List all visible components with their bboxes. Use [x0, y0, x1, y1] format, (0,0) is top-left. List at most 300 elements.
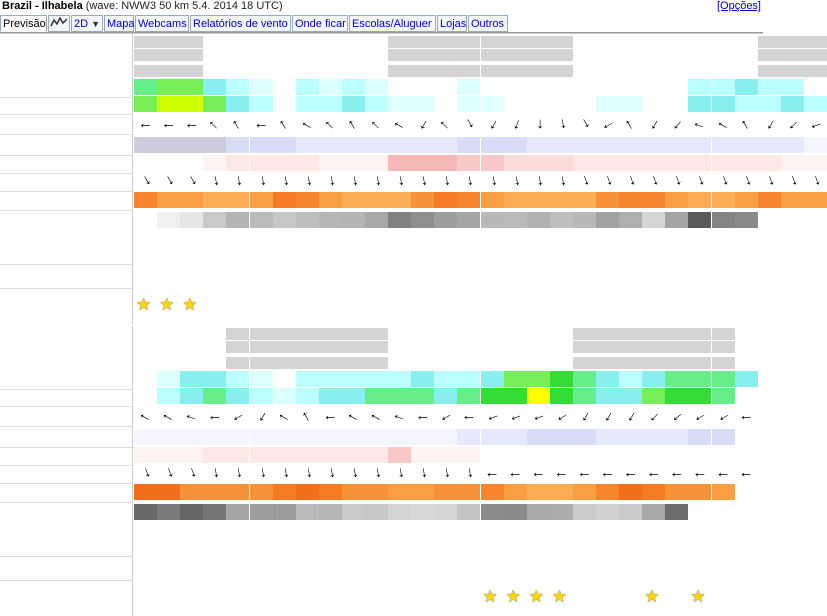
cloud-high-cell — [365, 504, 388, 520]
cloud-low-cell — [342, 228, 365, 244]
gust-cell — [573, 96, 596, 112]
date-label — [296, 341, 319, 353]
cloud-mid-cell — [226, 247, 249, 263]
precip-cell — [342, 268, 365, 284]
arrow-icon: ← — [530, 464, 546, 481]
hour-label — [365, 65, 388, 77]
wind-direction-arrow — [757, 113, 781, 135]
precip-cell — [688, 268, 711, 284]
wind-direction-arrow — [411, 408, 434, 424]
wave-direction-arrow — [157, 463, 180, 484]
period-cell — [457, 155, 480, 171]
cloud-low-cell — [411, 228, 434, 244]
precip-cell — [596, 268, 619, 284]
wave-cell — [250, 429, 273, 445]
cloud-low-cell — [804, 228, 827, 244]
star-icon: ★ — [528, 587, 544, 606]
wave-direction-arrow — [504, 465, 527, 481]
precip-row-label — [0, 270, 132, 284]
gust-cell — [619, 388, 642, 404]
cloud-mid-cell — [619, 247, 642, 263]
temp-cell — [134, 192, 157, 208]
speed-cell — [296, 79, 319, 95]
wave-cell — [735, 429, 758, 445]
arrow-icon: ← — [481, 404, 502, 427]
date-label — [665, 341, 688, 353]
period-cell — [481, 155, 504, 171]
hour-label — [573, 357, 596, 369]
temp-cell — [573, 484, 596, 500]
date-label — [203, 49, 226, 61]
gust-separator — [0, 406, 132, 407]
hour-label — [804, 65, 827, 77]
speed-cell — [735, 79, 758, 95]
tab-2d[interactable] — [71, 15, 103, 32]
arrow-icon: ← — [250, 464, 271, 482]
gust-cell — [134, 96, 157, 112]
cloud-mid-cell — [665, 247, 688, 263]
period-cell — [504, 155, 527, 171]
period-separator — [0, 173, 132, 174]
tab-accommodation[interactable]: Onde ficar — [292, 15, 348, 32]
period-cell — [688, 447, 711, 463]
period-cell — [411, 155, 434, 171]
wind-direction-arrow — [319, 408, 342, 424]
arrow-icon: ← — [180, 463, 202, 484]
wave-direction-arrow — [434, 173, 457, 189]
gust-cell — [342, 388, 365, 404]
gust-cell — [411, 96, 434, 112]
arrow-icon: ← — [528, 172, 548, 190]
temp-separator — [0, 502, 132, 503]
temp-cell — [504, 484, 527, 500]
wave-cell — [550, 137, 573, 153]
arrow-icon: ← — [320, 464, 340, 482]
day-label — [688, 328, 711, 340]
temp-cell — [596, 484, 619, 500]
date-label — [527, 49, 550, 61]
tab-schools[interactable]: Escolas/Aluguer — [349, 15, 436, 32]
wind-direction-arrow — [388, 404, 411, 427]
precip-cell — [157, 268, 180, 284]
cloud-low-cell — [319, 520, 342, 536]
wave-cell — [388, 137, 411, 153]
wave-direction-arrow — [781, 171, 804, 192]
period-cell — [642, 447, 665, 463]
temp-row-label — [0, 486, 132, 500]
period-cell — [319, 447, 342, 463]
wave-cell — [157, 429, 180, 445]
cloud-high-cell — [781, 212, 804, 228]
wave-direction-arrow — [203, 465, 226, 481]
wave-direction-arrow — [203, 173, 226, 189]
wave-cell — [712, 137, 735, 153]
arrow-icon: ← — [296, 112, 319, 135]
hour-label — [688, 65, 711, 77]
gust-cell — [365, 96, 388, 112]
wind-direction-arrow — [780, 112, 804, 135]
wave-direction-arrow — [735, 171, 758, 192]
arrow-icon: ← — [319, 112, 342, 135]
precip-cell — [550, 268, 573, 284]
cloud-low-cell — [296, 520, 319, 536]
period-cell — [226, 447, 249, 463]
temp-cell — [688, 192, 711, 208]
tab-shops[interactable]: Lojas — [437, 15, 467, 32]
precip-cell — [365, 268, 388, 284]
wave-cell — [226, 429, 249, 445]
wind-direction-arrow — [411, 113, 434, 135]
arrow-icon: ← — [735, 171, 757, 192]
wave-cell — [481, 137, 504, 153]
wave-cell — [342, 429, 365, 445]
hour-label — [735, 357, 758, 369]
arrow-icon: ← — [273, 172, 294, 190]
cloud-high-cell — [712, 212, 735, 228]
cloud-mid-cell — [273, 247, 296, 263]
date-label — [596, 341, 619, 353]
temp-cell — [457, 484, 480, 500]
wave-cell — [504, 137, 527, 153]
wave-separator — [0, 447, 132, 448]
cloud-mid-cell — [411, 247, 434, 263]
precip-separator — [0, 580, 132, 581]
tab-wind-reports[interactable]: Relatórios de vento — [190, 15, 291, 32]
hour-label — [134, 357, 157, 369]
gust-row-label — [0, 98, 132, 112]
cloud-high-cell — [504, 504, 527, 520]
rating-row-label — [0, 594, 132, 608]
cloud-high-cell — [434, 212, 457, 228]
wind-direction-arrow — [296, 405, 319, 427]
speed-cell — [735, 371, 758, 387]
wave-direction-arrow — [296, 465, 319, 481]
cloud-mid-cell — [642, 539, 665, 555]
hour-label — [712, 357, 735, 369]
wave-cell — [180, 137, 203, 153]
day-label — [550, 36, 573, 48]
precip-cell — [712, 560, 735, 576]
wave-direction-arrow — [411, 465, 434, 481]
period-cell — [342, 447, 365, 463]
precip-cell — [157, 560, 180, 576]
temp-cell — [712, 192, 735, 208]
cloud-high-cell — [273, 212, 296, 228]
wave-cell — [273, 137, 296, 153]
temp-cell — [273, 484, 296, 500]
arrow-icon: ← — [690, 112, 711, 135]
precip-cell — [203, 268, 226, 284]
cloud-low-cell — [596, 228, 619, 244]
cloud-mid-cell — [319, 247, 342, 263]
temp-cell — [342, 192, 365, 208]
cloud-mid-cell — [388, 539, 411, 555]
temp-cell — [527, 484, 550, 500]
period-cell — [180, 155, 203, 171]
date-label — [712, 341, 735, 353]
speed-cell — [157, 371, 180, 387]
period-cell — [596, 155, 619, 171]
wind-direction-arrow — [157, 116, 180, 132]
cloud-low-cell — [527, 228, 550, 244]
gust-cell — [527, 96, 550, 112]
cloud-mid-cell — [527, 247, 550, 263]
arrow-icon: ← — [596, 171, 618, 192]
day-label — [273, 36, 296, 48]
wave-direction-arrow — [273, 465, 296, 481]
cloud-low-cell — [712, 520, 735, 536]
wind-direction-arrow — [504, 113, 527, 134]
arrow-icon: ← — [435, 464, 455, 482]
wind-direction-arrow — [804, 112, 827, 135]
day-label — [481, 328, 504, 340]
wind-direction-arrow — [572, 113, 596, 135]
precip-cell — [758, 268, 781, 284]
date-label — [434, 49, 457, 61]
arrow-icon: ← — [688, 171, 710, 192]
speed-cell — [342, 371, 365, 387]
arrow-icon: ← — [157, 170, 180, 192]
temp-cell — [550, 484, 573, 500]
wind-direction-arrow — [572, 405, 596, 427]
period-cell — [434, 447, 457, 463]
wave-cell — [411, 137, 434, 153]
wave-direction-arrow — [735, 465, 758, 481]
cloud-low-cell — [226, 520, 249, 536]
arrow-icon: ← — [619, 171, 641, 192]
cloud-low-cell — [134, 520, 157, 536]
tab-webcams[interactable]: Webcams — [135, 15, 189, 32]
wave-model-info: (wave: NWW3 50 km 5.4. 2014 18 UTC) — [85, 0, 283, 12]
cloud-high-cell — [550, 212, 573, 228]
arrow-icon: ← — [411, 113, 434, 135]
wave-cell — [319, 137, 342, 153]
arrow-icon: ← — [389, 172, 409, 190]
wind-direction-arrow — [735, 408, 758, 424]
wind-direction-arrow — [180, 116, 203, 132]
arrow-icon: ← — [780, 112, 804, 135]
speed-cell — [596, 371, 619, 387]
hour-label — [527, 357, 550, 369]
hour-label — [457, 357, 480, 369]
temp-cell — [619, 484, 642, 500]
date-label — [226, 341, 249, 353]
gust-cell — [434, 388, 457, 404]
cloud-high-cell — [273, 504, 296, 520]
temp-cell — [342, 484, 365, 500]
wave-cell — [180, 429, 203, 445]
temp-cell — [665, 192, 688, 208]
speed-cell — [619, 79, 642, 95]
tab-map[interactable]: Mapa — [104, 15, 134, 32]
forecast-block — [0, 34, 826, 324]
cloud-low-cell — [342, 520, 365, 536]
wave-cell — [688, 429, 711, 445]
period-cell — [619, 155, 642, 171]
cloud-mid-cell — [134, 247, 157, 263]
gust-cell — [203, 96, 226, 112]
cloud-high-cell — [619, 212, 642, 228]
wave-cell — [203, 429, 226, 445]
chart-icon[interactable] — [48, 15, 70, 32]
cloud-mid-cell — [481, 539, 504, 555]
wave-cell — [157, 137, 180, 153]
wave-direction-arrow — [665, 171, 688, 192]
wind-direction-arrow — [365, 404, 388, 427]
temp-cell — [296, 484, 319, 500]
temp-cell — [180, 484, 203, 500]
speed-cell — [527, 79, 550, 95]
arrow-icon: ← — [551, 115, 571, 133]
precip-cell — [619, 268, 642, 284]
wind-direction-arrow — [342, 113, 365, 135]
speed-cell — [712, 371, 735, 387]
arrow-icon: ← — [619, 113, 643, 135]
cloud-low-cell — [157, 228, 180, 244]
precip-cell — [250, 268, 273, 284]
wind-direction-arrow — [296, 112, 319, 135]
cloud-high-cell — [481, 504, 504, 520]
gust-cell — [411, 388, 434, 404]
cloud-mid-cell — [619, 539, 642, 555]
options-link[interactable]: [Opções] — [716, 0, 761, 12]
period-cell — [550, 155, 573, 171]
arrow-icon: ← — [688, 404, 711, 427]
temp-cell — [226, 484, 249, 500]
wind-direction-arrow — [596, 112, 619, 135]
arrow-icon: ← — [692, 464, 708, 481]
hour-label — [758, 65, 781, 77]
gust-cell — [596, 96, 619, 112]
cloud-low-cell — [296, 228, 319, 244]
cloud-mid-cell — [596, 539, 619, 555]
day-label — [180, 36, 203, 48]
cloud-mid-cell — [550, 247, 573, 263]
arrow-icon: ← — [412, 172, 432, 190]
date-label — [296, 49, 319, 61]
precip-cell — [642, 560, 665, 576]
arrow-icon: ← — [434, 112, 458, 135]
wave-direction-arrow — [365, 173, 388, 189]
precip-cell — [573, 560, 596, 576]
wave-cell — [573, 429, 596, 445]
temp-cell — [712, 484, 735, 500]
period-cell — [388, 447, 411, 463]
precip-cell — [735, 268, 758, 284]
period-cell — [157, 155, 180, 171]
temp-cell — [365, 192, 388, 208]
precip-cell — [319, 268, 342, 284]
precip-cell — [735, 560, 758, 576]
cloud-low-cell — [273, 228, 296, 244]
speed-cell — [296, 371, 319, 387]
hour-label — [688, 357, 711, 369]
cloud-high-cell — [457, 212, 480, 228]
chevron-down-icon: ▼ — [91, 19, 101, 29]
date-label — [157, 341, 180, 353]
temp-cell — [735, 484, 758, 500]
arrow-icon: ← — [665, 171, 687, 192]
wave-cell — [619, 429, 642, 445]
cloud-low-cell — [180, 228, 203, 244]
hour-label — [342, 65, 365, 77]
date-label — [273, 341, 296, 353]
precip-separator — [0, 288, 132, 289]
arrow-icon: ← — [366, 172, 386, 190]
wave-direction-arrow — [688, 171, 711, 192]
period-cell — [365, 447, 388, 463]
cloud-low-cell — [735, 228, 758, 244]
arrow-icon: ← — [366, 404, 388, 427]
date-label — [342, 341, 365, 353]
date-label — [781, 49, 804, 61]
temp-cell — [226, 192, 249, 208]
period-cell — [250, 155, 273, 171]
cloud-low-cell — [319, 228, 342, 244]
wind-direction-arrow — [550, 116, 573, 132]
hour-label — [250, 65, 273, 77]
date-label — [319, 341, 342, 353]
period-row-label — [0, 157, 132, 171]
precip-cell — [504, 268, 527, 284]
temp-separator — [0, 210, 132, 211]
wavedir-separator — [0, 483, 132, 484]
day-label — [712, 328, 735, 340]
day-label — [319, 36, 342, 48]
star-icon: ★ — [551, 587, 568, 606]
speed-cell — [550, 79, 573, 95]
wave-direction-arrow — [711, 171, 735, 192]
wind-direction-arrow — [434, 404, 457, 427]
speed-cell — [504, 79, 527, 95]
wave-cell — [388, 429, 411, 445]
date-label — [688, 341, 711, 353]
wave-direction-arrow — [573, 171, 596, 192]
gust-cell — [296, 96, 319, 112]
cloud-low-cell — [203, 228, 226, 244]
hour-label — [411, 357, 434, 369]
temp-cell — [804, 192, 827, 208]
tab-others[interactable]: Outros — [468, 15, 508, 32]
speed-cell — [203, 371, 226, 387]
day-label — [134, 36, 157, 48]
cloud-high-cell — [573, 504, 596, 520]
temp-cell — [319, 484, 342, 500]
wavedir-row-label — [0, 467, 132, 481]
date-label — [388, 341, 411, 353]
gust-cell — [642, 96, 665, 112]
gust-cell — [134, 388, 157, 404]
temp-row-label — [0, 194, 132, 208]
cloud-high-cell — [550, 504, 573, 520]
precip-cell — [226, 560, 249, 576]
tab-forecast[interactable]: Previsão — [0, 15, 47, 32]
wave-cell — [758, 137, 781, 153]
gust-cell — [273, 96, 296, 112]
cloud-high-cell — [457, 504, 480, 520]
wave-direction-arrow — [250, 465, 273, 481]
cloud-low-cell — [527, 520, 550, 536]
day-label — [735, 328, 758, 340]
cloud-low-cell — [434, 520, 457, 536]
wind-direction-arrow — [250, 116, 273, 132]
hour-label — [342, 357, 365, 369]
precip-cell — [481, 268, 504, 284]
hour-label — [273, 357, 296, 369]
temp-cell — [296, 192, 319, 208]
wave-cell — [342, 137, 365, 153]
wind-direction-arrow — [688, 404, 711, 427]
